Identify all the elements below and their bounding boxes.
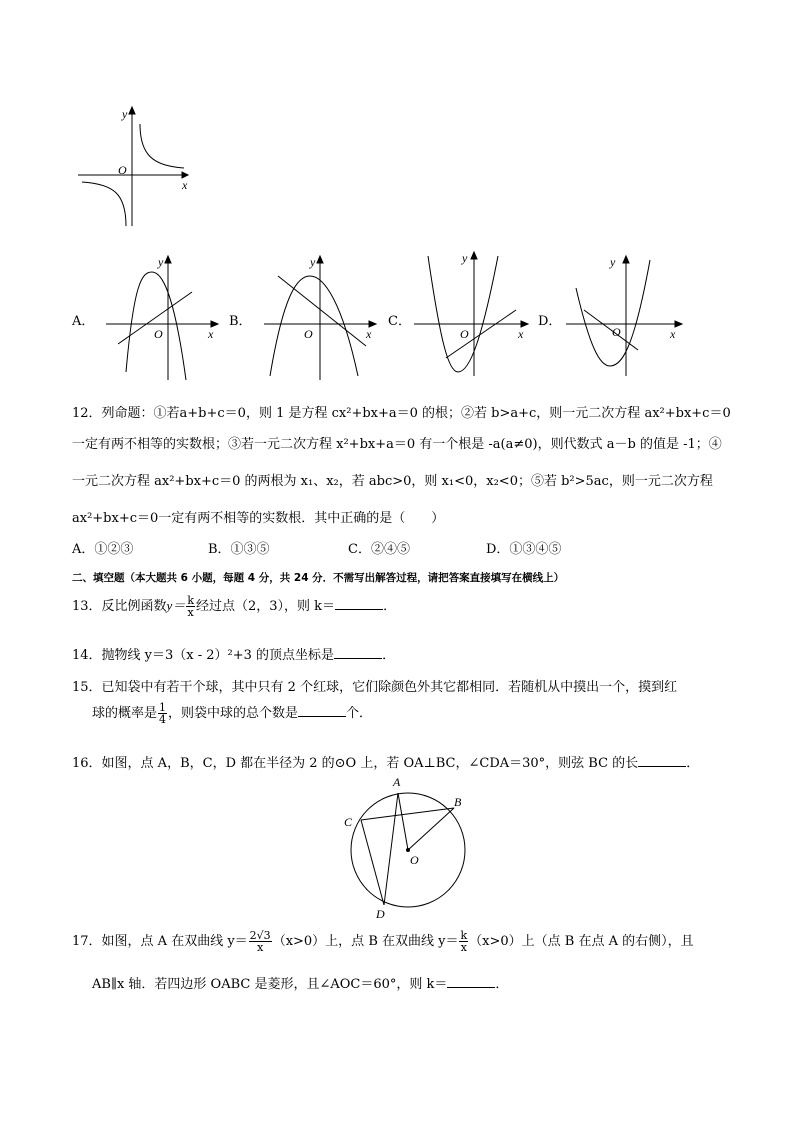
q12-choice-b: B．①③⑤ <box>208 542 270 557</box>
option-graph-a <box>104 252 222 384</box>
q15-line2: 球的概率是 $\frac{1}{4}$ ，则袋中球的总个数是 个． <box>92 701 373 726</box>
q13: 13．反比例函数y＝ $\frac{k}{x}$ 经过点（2，3），则 k＝ ． <box>72 594 397 619</box>
section-heading: 二、填空题（本大题共 6 小题，每题 4 分，共 24 分．不需写出解答过程，请把答案直接填写在横线上） <box>72 572 565 584</box>
q12-line2: 一定有两不相等的实数根；③若一元二次方程 x²+bx+a＝0 有一个根是 -a(a≠0)，则代数式 a－b 的值是 -1；④ <box>72 437 722 452</box>
origin-label: O <box>118 163 127 177</box>
point-c-label: C <box>344 815 353 829</box>
q12-choice-c: C．②④⑤ <box>348 542 410 557</box>
option-graph-c <box>412 248 534 378</box>
svg-text:y: y <box>158 255 164 269</box>
svg-text:x: x <box>366 327 372 341</box>
q14: 14．抛物线 y＝3（x - 2）²+3 的顶点坐标是 ． <box>72 648 396 663</box>
svg-text:y: y <box>462 251 468 265</box>
svg-text:O: O <box>304 327 313 341</box>
answer-blank <box>334 648 382 659</box>
answer-blank <box>298 706 346 717</box>
q12-line1: 12．列命题：①若a+b+c＝0，则 1 是方程 cx²+bx+a＝0 的根；②若 b>a+c，则一元二次方程 ax²+bx+c＝0 <box>72 406 731 421</box>
q13-fraction: $\frac{k}{x}$ <box>187 594 194 619</box>
option-label-b: B． <box>229 314 252 329</box>
option-graph-b <box>262 252 380 384</box>
q12-choice-a: A．①②③ <box>72 542 134 557</box>
q17-fraction2: $\frac{k}{x}$ <box>460 929 468 954</box>
answer-blank <box>638 756 686 767</box>
y-axis-label: y <box>122 107 128 121</box>
circle-diagram <box>340 774 480 920</box>
hyperbola-graph <box>74 102 194 230</box>
svg-text:x: x <box>518 327 524 341</box>
svg-text:O: O <box>460 327 469 341</box>
point-b-label: B <box>454 795 462 809</box>
center-o-label: O <box>410 853 419 867</box>
option-graph-d <box>564 252 688 378</box>
q17-line1: 17．如图，点 A 在双曲线 y＝ $\frac{2√3}{x}$ （x>0）上，点 B 在双曲线 y＝ $\frac{k}{x}$ （x>0）上（点 B 在点 A 的右侧），且 <box>72 929 694 954</box>
answer-blank <box>335 599 383 610</box>
q12-line4: ax²+bx+c＝0一定有两不相等的实数根．其中正确的是（ ） <box>72 511 445 526</box>
q16: 16．如图，点 A，B，C，D 都在半径为 2 的⊙O 上，若 OA⊥BC，∠CDA＝30°，则弦 BC 的长 ． <box>72 756 700 771</box>
q12-line3: 一元二次方程 ax²+bx+c＝0 的两根为 x₁、x₂，若 abc>0，则 x₁<0，x₂<0；⑤若 b²>5ac，则一元二次方程 <box>72 474 713 489</box>
answer-blank <box>447 977 495 988</box>
option-label-d: D． <box>538 314 562 329</box>
option-label-a: A． <box>72 314 95 329</box>
svg-text:x: x <box>670 327 676 341</box>
q17-line2: AB∥x 轴．若四边形 OABC 是菱形，且∠AOC＝60°，则 k＝ ． <box>92 977 509 992</box>
q15-line1: 15．已知袋中有若干个球，其中只有 2 个红球，它们除颜色外其它都相同．若随机从中摸出一个，摸到红 <box>72 680 678 695</box>
q15-fraction: $\frac{1}{4}$ <box>159 701 167 726</box>
svg-text:y: y <box>310 255 316 269</box>
x-axis-label: x <box>182 178 188 192</box>
svg-text:O: O <box>612 325 621 339</box>
point-a-label: A <box>393 775 401 789</box>
q12-choice-d: D．①③④⑤ <box>486 542 562 557</box>
q17-fraction1: $\frac{2√3}{x}$ <box>249 929 271 954</box>
point-d-label: D <box>376 907 385 920</box>
svg-text:x: x <box>208 327 214 341</box>
svg-text:y: y <box>610 255 616 269</box>
option-label-c: C． <box>388 314 411 329</box>
svg-text:O: O <box>154 327 163 341</box>
